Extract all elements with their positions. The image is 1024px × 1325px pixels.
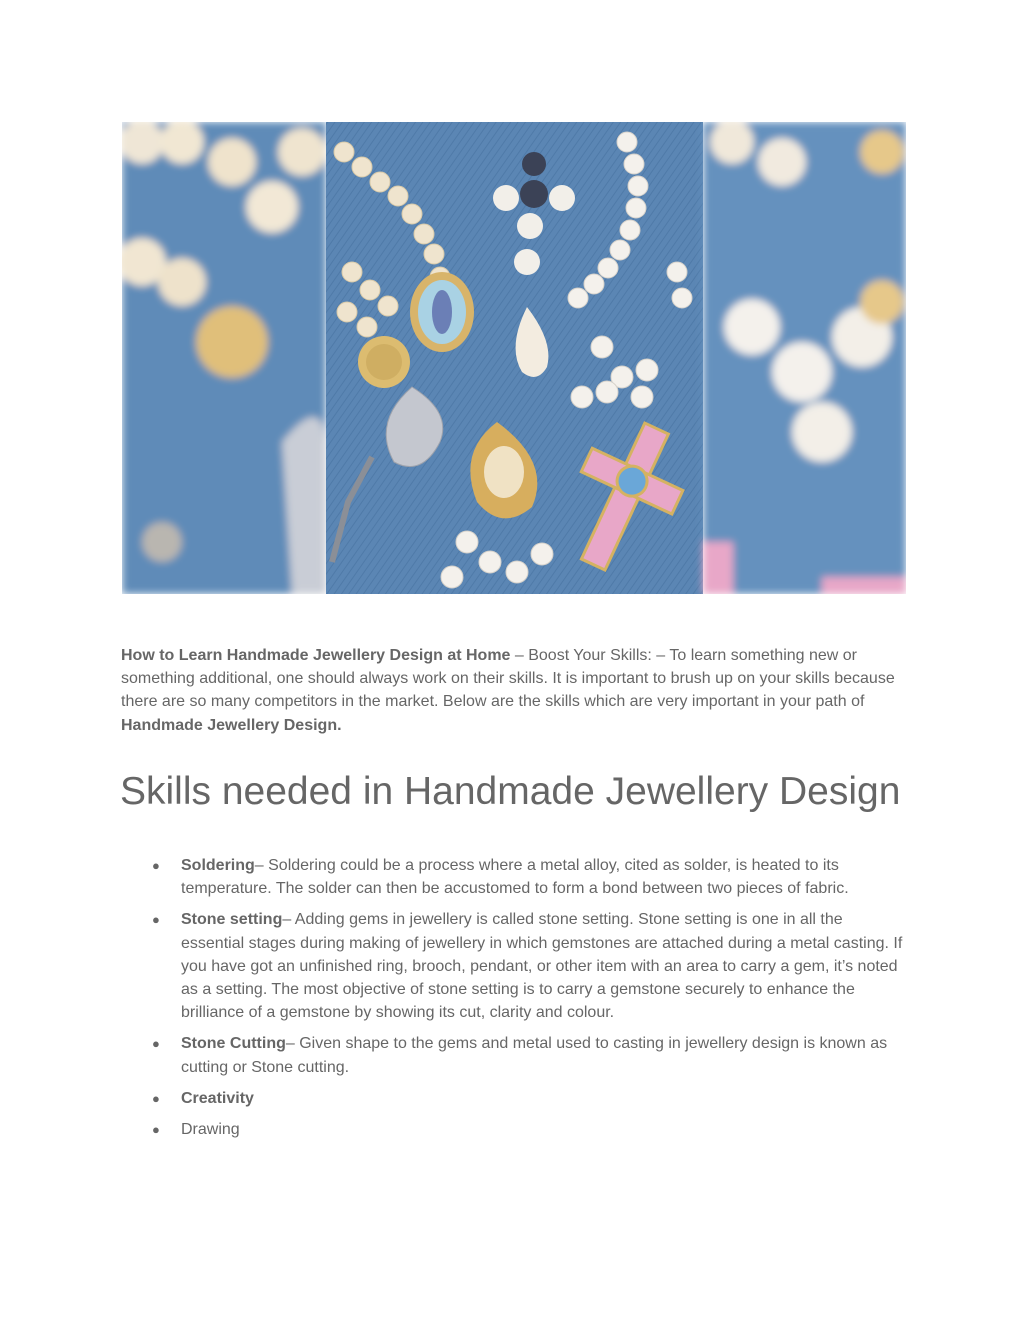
list-item xyxy=(120,1087,910,1110)
bullet: ● xyxy=(152,1090,160,1106)
left-blurred-panel xyxy=(122,122,326,594)
jewellery-photo xyxy=(122,122,906,594)
skills-list xyxy=(120,854,910,1149)
center-panel xyxy=(326,122,703,594)
intro-tail: Handmade Jewellery Design. xyxy=(121,716,342,734)
jewellery-photo-graphic xyxy=(122,122,906,594)
intro-lead: How to Learn Handmade Jewellery Design at Home xyxy=(121,647,511,664)
right-blurred-panel xyxy=(703,122,906,594)
skill-desc: – Given shape to the gems and metal used to casting in jewellery design is known as cutting or Stone cutting. xyxy=(181,1035,888,1076)
list-item xyxy=(120,1118,910,1141)
skill-term: Soldering xyxy=(181,857,255,874)
skill-desc: – Soldering could be a process where a metal alloy, cited as solder, is heated to its temperature. The solder can then be accustomed to form a bond between two pieces of fabric. xyxy=(181,857,849,898)
list-item xyxy=(120,854,910,900)
skill-desc: Drawing xyxy=(181,1121,240,1139)
bullet: ● xyxy=(152,912,160,928)
bullet: ● xyxy=(152,1122,160,1138)
list-item xyxy=(120,908,910,1024)
skill-term: Stone Cutting xyxy=(181,1035,286,1053)
skill-term: Stone setting xyxy=(181,911,283,929)
section-heading: Skills needed in Handmade Jewellery Design xyxy=(120,770,901,813)
bullet: ● xyxy=(152,1036,160,1052)
bullet: ● xyxy=(152,858,160,873)
skill-desc: – Adding gems in jewellery is called stone setting. Stone setting is one in all the essential stages during making of jewellery in which gemstones are attached during a metal casting. If you have got an unfinished ring, brooch, pendant, or other item with an area to carry a gem, it’s noted as a setting. The most objective of stone setting is to carry a gemstone securely to enhance the brilliance of a gemstone by showing its cut, clarity and colour. xyxy=(181,911,903,1022)
list-item xyxy=(120,1032,910,1078)
intro-body: – Boost Your Skills: – To learn something new or something additional, one should always work on their skills. It is important to brush up on your skills because there are so many competitors in the market. Below are the skills which are very important in your path of xyxy=(121,647,895,711)
intro-paragraph xyxy=(121,644,911,737)
skill-term: Creativity xyxy=(181,1089,254,1107)
